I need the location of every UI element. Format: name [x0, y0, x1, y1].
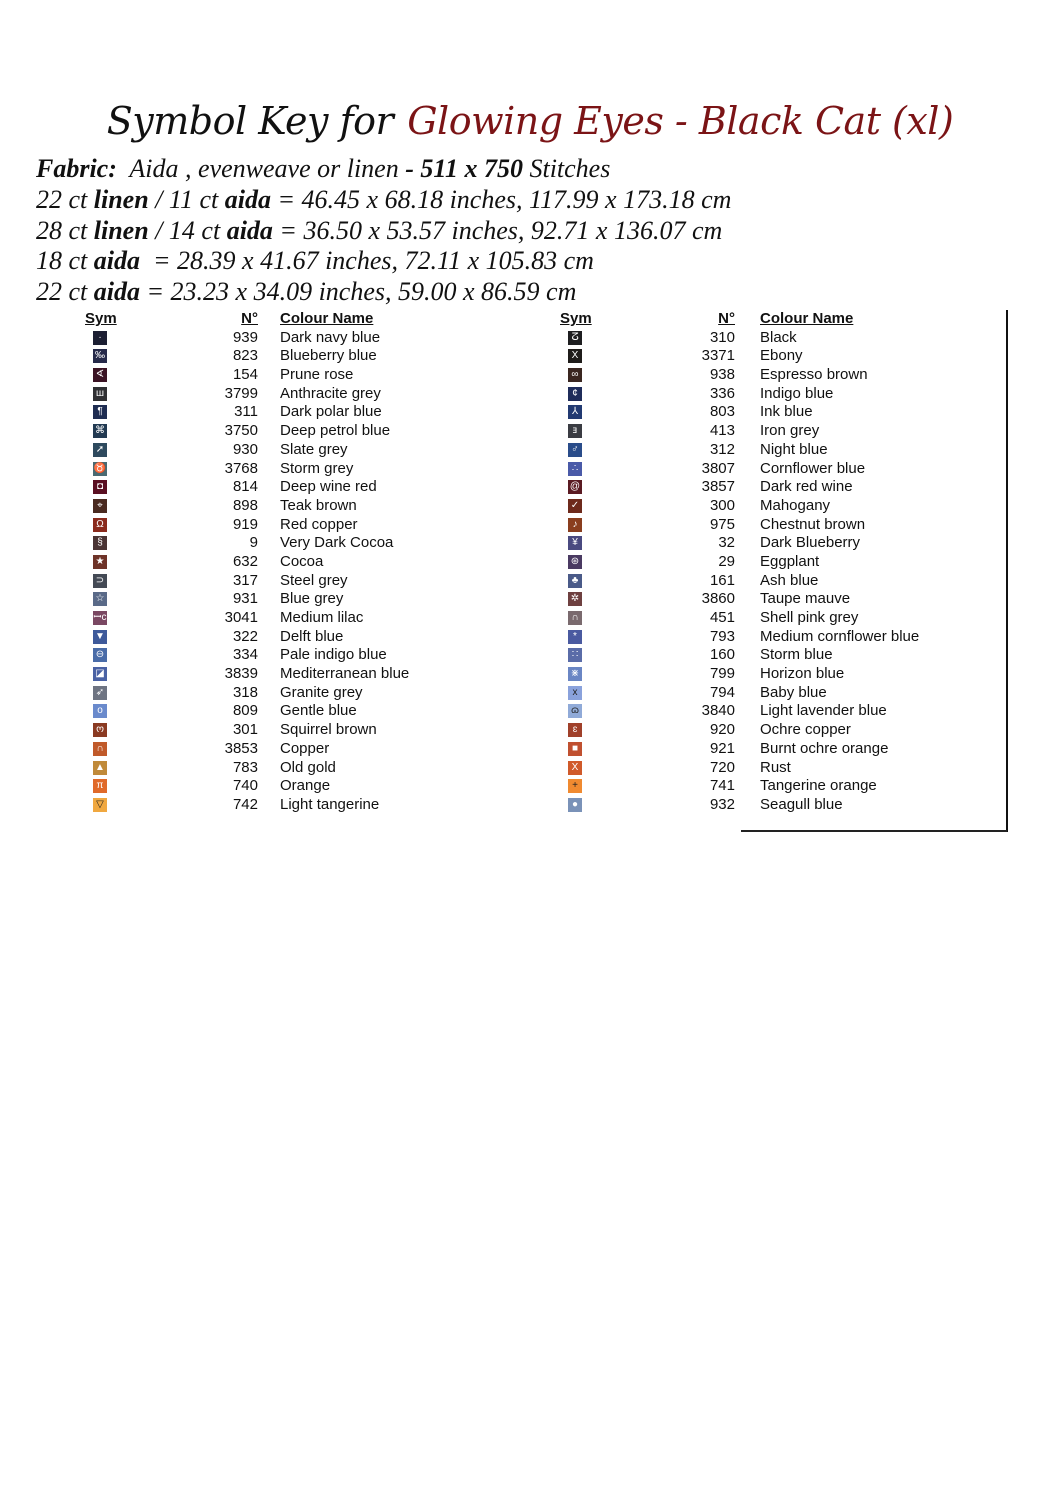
separator: / 11 ct	[148, 184, 225, 214]
table-row	[80, 702, 480, 721]
pattern-name: Glowing Eyes - Black Cat (xl)	[407, 99, 954, 143]
fabric-type: aida	[93, 277, 140, 307]
header-sym: Sym	[560, 310, 592, 327]
colour-name: Very Dark Cocoa	[280, 534, 394, 552]
symbol-swatch-icon: ◪	[93, 667, 107, 681]
symbol-swatch-icon: ɷ	[568, 704, 582, 718]
symbol-swatch-icon: ¥	[568, 536, 582, 550]
table-border-right	[1006, 310, 1008, 832]
fabric-size-line	[36, 216, 731, 247]
table-header	[80, 310, 480, 329]
colour-name: Ash blue	[760, 571, 819, 589]
thread-number: 794	[709, 683, 735, 701]
colour-name: Night blue	[760, 440, 828, 458]
thread-number: 740	[232, 777, 258, 795]
dimensions: = 28.39 x 41.67 inches, 72.11 x 105.83 cm	[140, 246, 594, 276]
table-row	[80, 553, 480, 572]
thread-number: 3807	[701, 459, 735, 477]
header-number: N°	[241, 310, 258, 327]
thread-number: 322	[232, 627, 258, 645]
colour-name: Gentle blue	[280, 702, 357, 720]
colour-name: Taupe mauve	[760, 590, 851, 608]
fabric-size-line	[36, 246, 731, 277]
thread-number: 9	[249, 534, 258, 552]
symbol-swatch-icon: o	[93, 704, 107, 718]
colour-name: Dark red wine	[760, 478, 853, 496]
symbol-swatch-icon: ‰	[95, 350, 105, 362]
table-row	[555, 684, 1015, 703]
symbol-swatch-icon: ▲	[93, 761, 107, 775]
table-row	[555, 759, 1015, 778]
thread-number: 300	[709, 496, 735, 514]
table-row	[80, 740, 480, 759]
table-row	[80, 646, 480, 665]
thread-number: 632	[232, 552, 258, 570]
symbol-swatch-icon: @	[569, 481, 581, 493]
thread-number: 919	[232, 515, 258, 533]
colour-name: Cocoa	[280, 552, 324, 570]
colour-name: Eggplant	[760, 552, 820, 570]
thread-number: 931	[232, 590, 258, 608]
thread-number: 930	[232, 440, 258, 458]
thread-number: 154	[232, 366, 258, 384]
thread-number: 161	[709, 571, 735, 589]
colour-name: Anthracite grey	[280, 384, 381, 402]
thread-number: 318	[232, 683, 258, 701]
table-row	[80, 721, 480, 740]
colour-name: Blueberry blue	[280, 347, 377, 365]
thread-number: 783	[232, 758, 258, 776]
title-prefix: Symbol Key for	[106, 99, 394, 143]
symbol-swatch-icon: ∩	[93, 742, 107, 756]
table-row	[80, 403, 480, 422]
stitch-count: 511 x 750	[420, 154, 523, 183]
thread-number: 3799	[224, 384, 258, 402]
colour-name: Medium cornflower blue	[760, 627, 920, 645]
table-row	[555, 609, 1015, 628]
table-row	[555, 385, 1015, 404]
thread-number: 799	[709, 665, 735, 683]
symbol-swatch-icon: ✲	[568, 592, 582, 606]
symbol-swatch-icon: ∴	[568, 462, 582, 476]
colour-name: Black	[760, 328, 797, 346]
thread-number: 312	[709, 440, 735, 458]
table-row	[555, 478, 1015, 497]
fabric-info	[36, 154, 731, 308]
table-row	[80, 329, 480, 348]
table-row	[555, 702, 1015, 721]
table-row	[80, 516, 480, 535]
symbol-swatch-icon: ➶	[93, 686, 107, 700]
colour-name: Squirrel brown	[280, 721, 377, 739]
table-row	[555, 646, 1015, 665]
table-row	[555, 665, 1015, 684]
size-list	[36, 185, 731, 308]
colour-name: Espresso brown	[760, 366, 868, 384]
colour-name: Iron grey	[760, 422, 820, 440]
thread-number: 742	[232, 795, 258, 813]
symbol-swatch-icon: ⵒ	[568, 331, 582, 345]
table-row	[555, 572, 1015, 591]
colour-name: Ebony	[760, 347, 803, 365]
symbol-swatch-icon: ∢	[93, 368, 107, 382]
table-row	[555, 590, 1015, 609]
symbol-swatch-icon: Ω	[93, 518, 107, 532]
table-row	[80, 777, 480, 796]
thread-number: 939	[232, 328, 258, 346]
colour-name: Ochre copper	[760, 721, 851, 739]
header-sym: Sym	[85, 310, 117, 327]
symbol-swatch-icon: ⱻ	[568, 424, 582, 438]
thread-number: 932	[709, 795, 735, 813]
table-row	[80, 572, 480, 591]
thread-number: 451	[709, 609, 735, 626]
table-row	[555, 740, 1015, 759]
table-row	[555, 628, 1015, 647]
table-row	[555, 796, 1015, 815]
colour-name: Mahogany	[760, 496, 831, 514]
colour-name: Baby blue	[760, 683, 827, 701]
colour-name: Light lavender blue	[760, 702, 887, 720]
table-row	[555, 721, 1015, 740]
table-row	[80, 684, 480, 703]
separator: / 14 ct	[148, 215, 227, 245]
symbol-swatch-icon: ¶	[93, 405, 107, 419]
symbol-swatch-icon: ➚	[93, 443, 107, 457]
colour-name: Slate grey	[280, 440, 348, 458]
colour-name: Burnt ochre orange	[760, 739, 889, 757]
table-row	[555, 441, 1015, 460]
fabric-type: aida	[224, 184, 271, 214]
thread-number: 317	[232, 571, 258, 589]
table-row	[555, 403, 1015, 422]
symbol-swatch-icon: ▽	[93, 798, 107, 812]
header-colour-name: Colour Name	[760, 310, 854, 327]
symbol-swatch-icon: ●	[568, 798, 582, 812]
thread-number: 160	[709, 646, 735, 664]
colour-name: Seagull blue	[760, 795, 843, 813]
table-row	[80, 366, 480, 385]
colour-name: Blue grey	[280, 590, 344, 608]
symbol-swatch-icon: ∩	[568, 611, 582, 625]
colour-name: Granite grey	[280, 683, 363, 701]
thread-number: 938	[709, 366, 735, 384]
colour-name: Orange	[280, 777, 331, 795]
fabric-types: Aida , evenweave or linen	[129, 154, 399, 183]
symbol-swatch-icon: π	[93, 779, 107, 793]
table-row	[555, 497, 1015, 516]
symbol-swatch-icon: ⊛	[568, 555, 582, 569]
header-colour-name: Colour Name	[280, 310, 374, 327]
thread-number: 413	[709, 422, 735, 440]
table-row	[80, 609, 480, 628]
stitch-suffix: Stitches	[522, 154, 611, 183]
table-row	[80, 441, 480, 460]
colour-name: Old gold	[280, 758, 336, 776]
symbol-swatch-icon: ∷	[568, 648, 582, 662]
fabric-dash: -	[398, 154, 421, 183]
dimensions: = 23.23 x 34.09 inches, 59.00 x 86.59 cm	[140, 277, 577, 307]
table-row	[80, 665, 480, 684]
symbol-swatch-icon: ꟷc	[93, 612, 107, 623]
dimensions: = 46.45 x 68.18 inches, 117.99 x 173.18 cm	[270, 184, 732, 214]
symbol-swatch-icon: ⌖	[93, 499, 107, 513]
thread-number: 336	[709, 384, 735, 402]
symbol-swatch-icon: ☆	[93, 592, 107, 606]
fabric-type: aida	[226, 215, 273, 245]
colour-name: Dark Blueberry	[760, 534, 861, 552]
table-row	[80, 422, 480, 441]
thread-number: 793	[709, 627, 735, 645]
page-title	[0, 96, 1060, 146]
colour-name: Rust	[760, 758, 791, 776]
table-row	[80, 385, 480, 404]
colour-name: Prune rose	[280, 366, 354, 384]
symbol-swatch-icon: X	[568, 761, 582, 775]
thread-number: 920	[709, 721, 735, 739]
thread-number: 29	[718, 552, 735, 570]
table-row	[555, 347, 1015, 366]
table-row	[80, 628, 480, 647]
colour-name: Red copper	[280, 515, 358, 533]
thread-number: 3839	[224, 665, 258, 683]
thread-number: 898	[232, 496, 258, 514]
table-row	[555, 422, 1015, 441]
symbol-swatch-icon: ★	[93, 555, 107, 569]
table-header	[555, 310, 1015, 329]
thread-number: 741	[709, 777, 735, 795]
table-row	[555, 516, 1015, 535]
colour-name: Ink blue	[760, 403, 813, 421]
thread-number: 3840	[701, 702, 735, 720]
count: 22 ct	[36, 184, 94, 214]
symbol-swatch-icon: ⊃	[93, 574, 107, 588]
fabric-type: linen	[93, 184, 149, 214]
colour-name: Teak brown	[280, 496, 357, 514]
thread-number: 32	[718, 534, 735, 552]
thread-number: 720	[709, 758, 735, 776]
thread-number: 814	[232, 478, 258, 496]
table-row	[80, 497, 480, 516]
symbol-swatch-icon: ♂	[568, 443, 582, 457]
fabric-size-line	[36, 277, 731, 308]
symbol-swatch-icon: ♉	[93, 462, 107, 474]
symbol-swatch-icon: ⅄	[568, 405, 582, 419]
fabric-label: Fabric:	[36, 154, 117, 183]
colour-name: Medium lilac	[280, 609, 364, 626]
thread-number: 803	[709, 403, 735, 421]
colour-name: Storm grey	[280, 459, 354, 477]
thread-number: 3857	[701, 478, 735, 496]
table-row	[80, 460, 480, 479]
thread-number: 921	[709, 739, 735, 757]
table-row	[80, 796, 480, 815]
thread-number: 334	[232, 646, 258, 664]
symbol-swatch-icon: ✓	[568, 499, 582, 513]
symbol-swatch-icon: +	[568, 779, 582, 793]
symbol-swatch-icon: ⌘	[95, 425, 105, 437]
colour-name: Chestnut brown	[760, 515, 866, 533]
table-row	[555, 366, 1015, 385]
symbol-swatch-icon: ♪	[568, 518, 582, 532]
thread-number: 301	[232, 721, 258, 739]
thread-number: 809	[232, 702, 258, 720]
table-row	[555, 460, 1015, 479]
colour-name: Light tangerine	[280, 795, 380, 813]
thread-number: 310	[709, 328, 735, 346]
colour-name: Copper	[280, 739, 330, 757]
colour-name: Shell pink grey	[760, 609, 859, 626]
table-row	[555, 534, 1015, 553]
symbol-swatch-icon: ·	[93, 331, 107, 345]
fabric-type: linen	[93, 215, 149, 245]
symbol-swatch-icon: ■	[568, 742, 582, 756]
colour-name: Tangerine orange	[760, 777, 877, 795]
symbol-table-left	[80, 310, 480, 815]
symbol-swatch-icon: ო	[93, 723, 107, 737]
colour-name: Storm blue	[760, 646, 833, 664]
colour-name: Indigo blue	[760, 384, 834, 402]
symbol-swatch-icon: X	[568, 349, 582, 363]
thread-number: 823	[232, 347, 258, 365]
thread-number: 975	[709, 515, 735, 533]
table-row	[555, 777, 1015, 796]
thread-number: 3041	[224, 609, 258, 626]
colour-name: Pale indigo blue	[280, 646, 387, 664]
table-row	[80, 759, 480, 778]
fabric-line	[36, 154, 731, 185]
symbol-swatch-icon: ▼	[93, 630, 107, 644]
symbol-swatch-icon: ɛ	[568, 723, 582, 737]
colour-name: Dark navy blue	[280, 328, 381, 346]
colour-name: Cornflower blue	[760, 459, 866, 477]
table-row	[80, 590, 480, 609]
symbol-swatch-icon: ¢	[568, 387, 582, 401]
header-number: N°	[718, 310, 735, 327]
colour-name: Deep wine red	[280, 478, 377, 496]
symbol-swatch-icon: x	[568, 686, 582, 700]
symbol-swatch-icon: ∞	[568, 368, 582, 382]
symbol-table-right	[555, 310, 1015, 815]
table-border-bottom	[741, 830, 1007, 832]
fabric-size-line	[36, 185, 731, 216]
table-row	[555, 329, 1015, 348]
fabric-type: aida	[93, 246, 140, 276]
table-row	[80, 534, 480, 553]
symbol-swatch-icon: ♣	[568, 574, 582, 588]
colour-name: Mediterranean blue	[280, 665, 410, 683]
dimensions: = 36.50 x 53.57 inches, 92.71 x 136.07 cm	[272, 215, 723, 245]
thread-number: 311	[234, 403, 258, 421]
symbol-swatch-icon: ш	[93, 387, 107, 401]
thread-number: 3371	[701, 347, 735, 365]
thread-number: 3860	[701, 590, 735, 608]
thread-number: 3853	[224, 739, 258, 757]
symbol-swatch-icon: ◘	[93, 480, 107, 494]
table-row	[80, 347, 480, 366]
colour-name: Delft blue	[280, 627, 344, 645]
colour-name: Steel grey	[280, 571, 348, 589]
symbol-swatch-icon: ⊖	[93, 648, 107, 662]
colour-name: Deep petrol blue	[280, 422, 391, 440]
thread-number: 3750	[224, 422, 258, 440]
colour-name: Dark polar blue	[280, 403, 382, 421]
thread-number: 3768	[224, 459, 258, 477]
colour-name: Horizon blue	[760, 665, 845, 683]
table-row	[555, 553, 1015, 572]
count: 22 ct	[36, 277, 94, 307]
symbol-swatch-icon: *	[568, 630, 582, 644]
count: 18 ct	[36, 246, 94, 276]
symbol-swatch-icon: ⋇	[568, 667, 582, 681]
symbol-swatch-icon: §	[93, 536, 107, 550]
table-row	[80, 478, 480, 497]
count: 28 ct	[36, 215, 94, 245]
